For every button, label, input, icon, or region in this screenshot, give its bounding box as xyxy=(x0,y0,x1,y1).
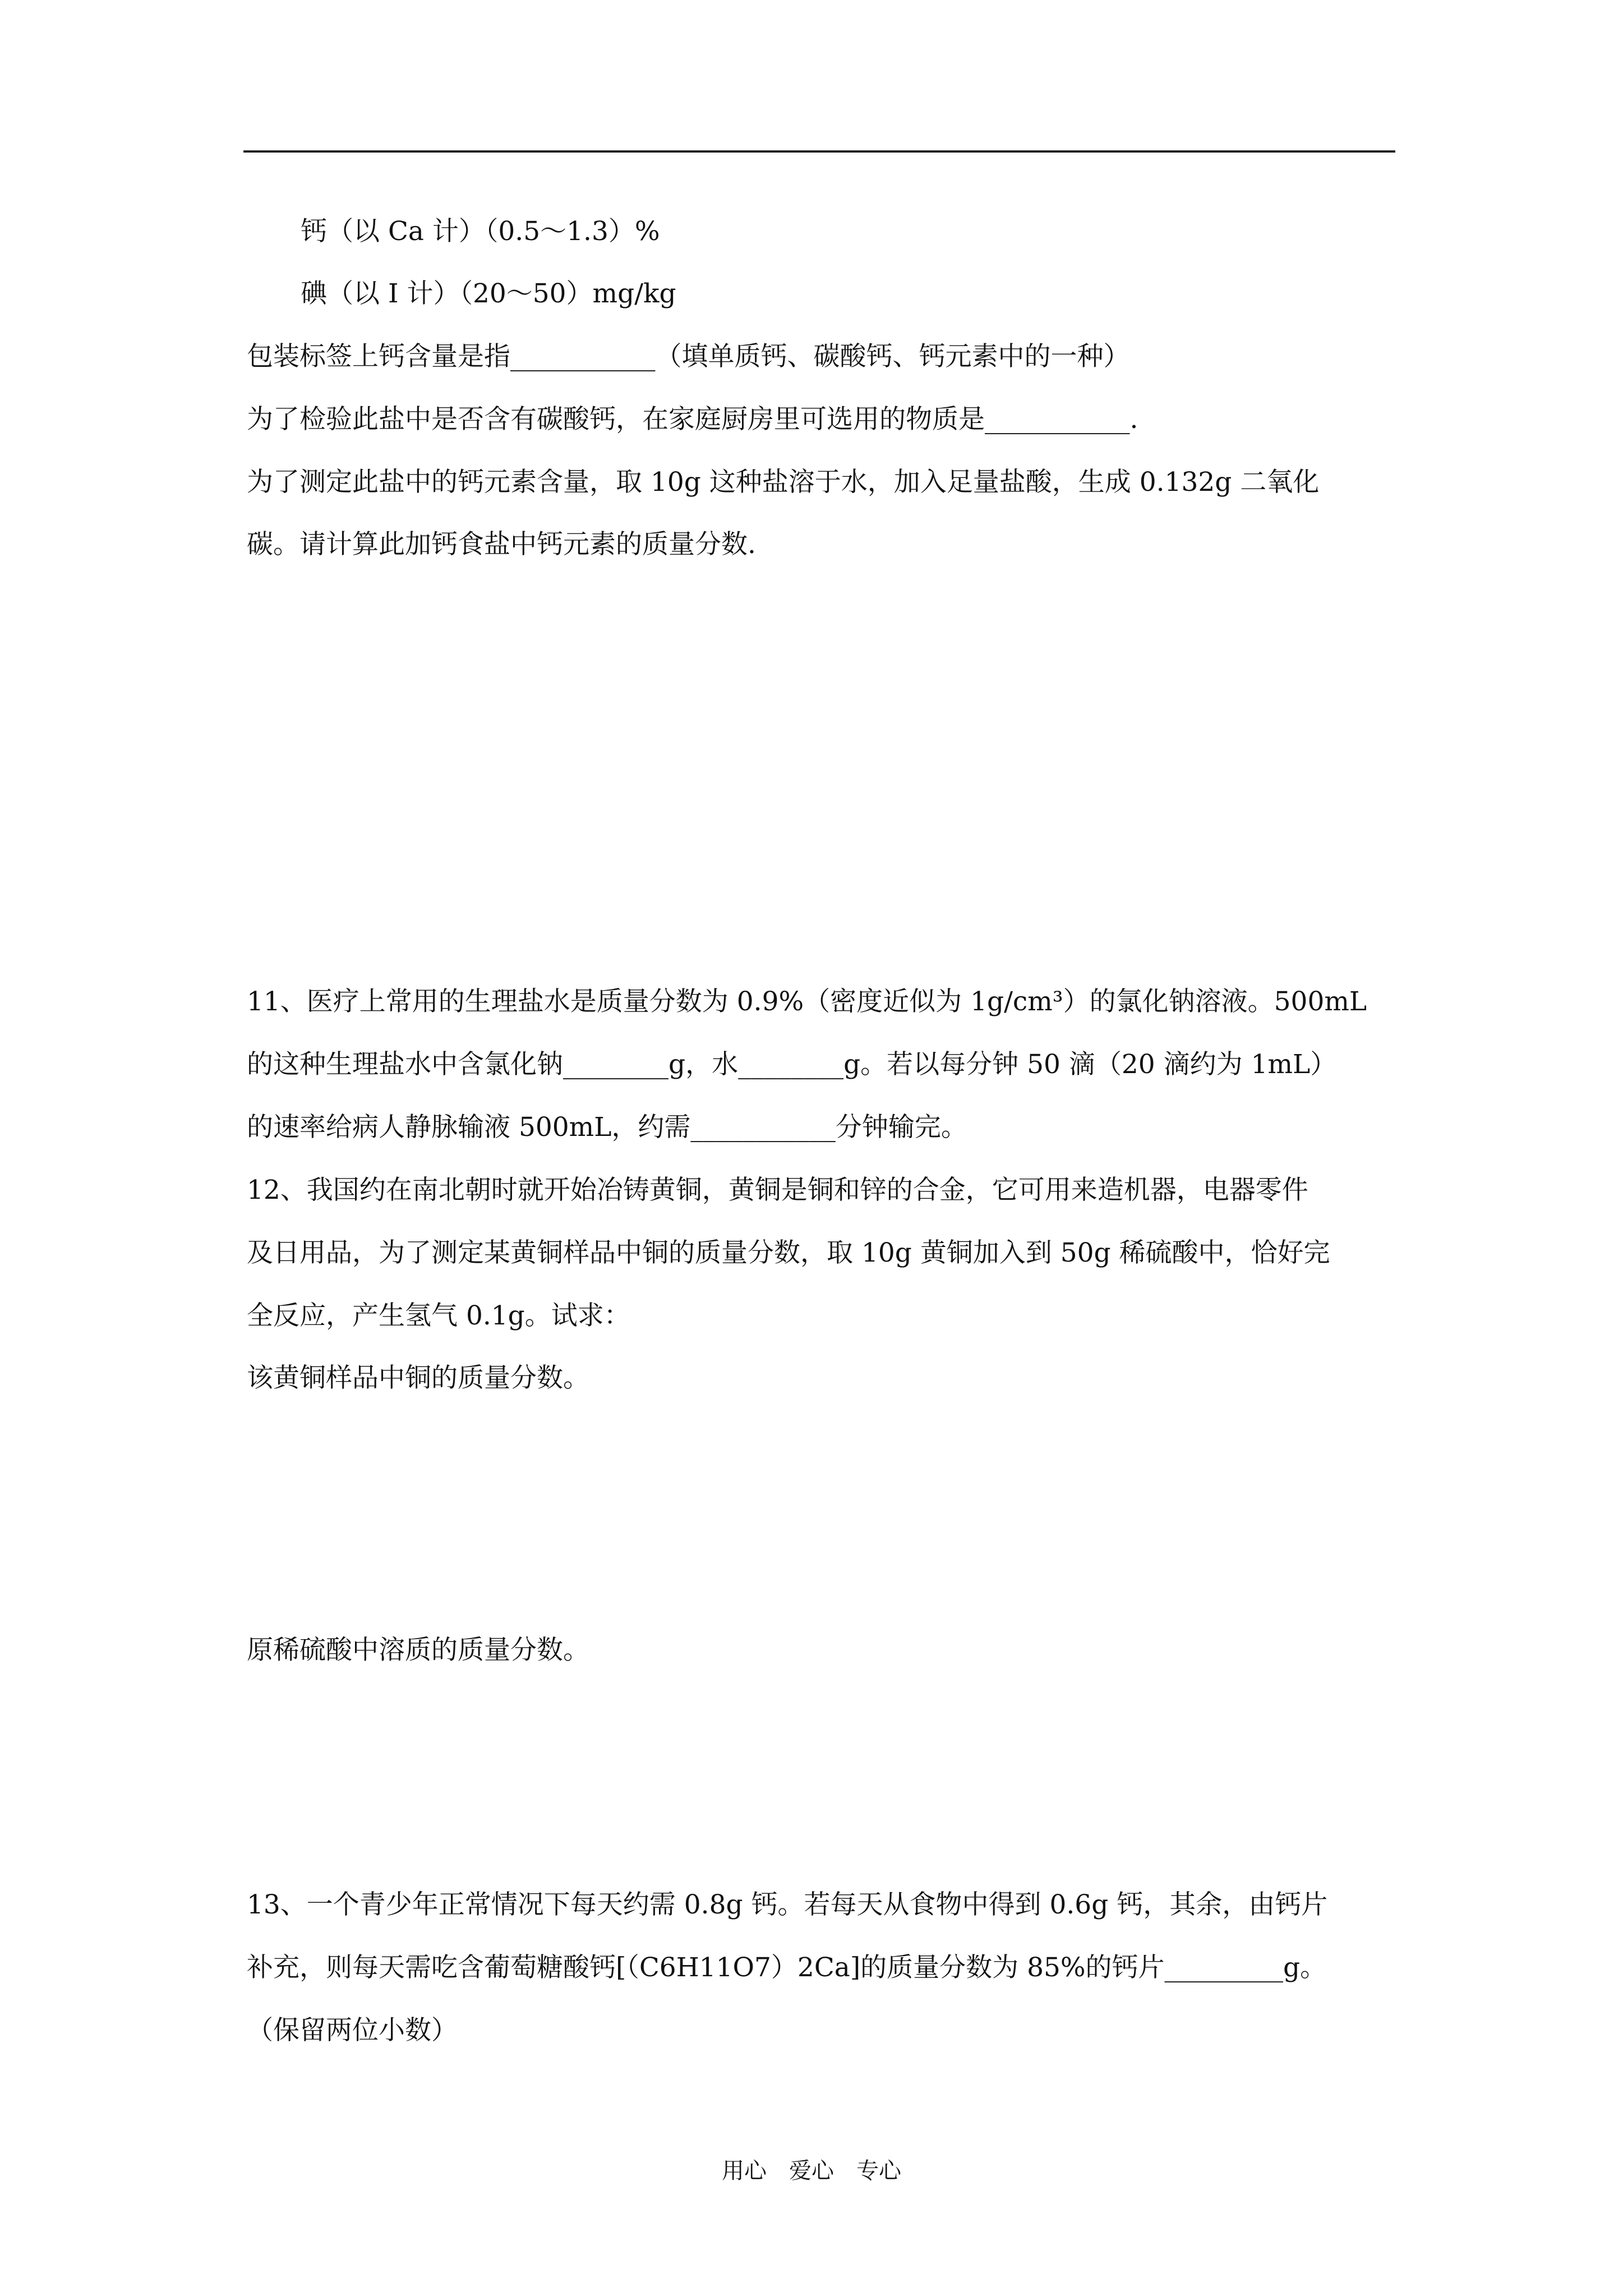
question-13-line1: 13、一个青少年正常情况下每天约需 0.8g 钙。若每天从食物中得到 0.6g 钙，其余，由钙片 xyxy=(247,1889,1328,1920)
question-10-part-b: 为了检验此盐中是否含有碳酸钙，在家庭厨房里可选用的物质是___________. xyxy=(247,404,1138,435)
question-13-line2: 补充，则每天需吃含葡萄糖酸钙[（C6H11O7）2Ca]的质量分数为 85%的钙片_________g。 xyxy=(247,1952,1327,1983)
question-11-line3: 的速率给病人静脉输液 500mL，约需___________分钟输完。 xyxy=(247,1112,967,1143)
question-10-part-a: 包装标签上钙含量是指___________（填单质钙、碳酸钙、钙元素中的一种） xyxy=(247,341,1130,372)
question-11-line2: 的这种生理盐水中含氯化钠________g，水________g。若以每分钟 50 滴（20 滴约为 1mL） xyxy=(247,1049,1337,1080)
header-rule xyxy=(243,150,1395,153)
question-10-part-c-line1: 为了测定此盐中的钙元素含量，取 10g 这种盐溶于水，加入足量盐酸，生成 0.132g 二氧化 xyxy=(247,467,1320,498)
calcium-spec-line: 钙（以 Ca 计）（0.5～1.3）% xyxy=(301,216,660,247)
question-12-line1: 12、我国约在南北朝时就开始冶铸黄铜，黄铜是铜和锌的合金，它可用来造机器，电器零件 xyxy=(247,1175,1308,1205)
question-11-line1: 11、医疗上常用的生理盐水是质量分数为 0.9%（密度近似为 1g/cm³）的氯化钠溶液。500mL xyxy=(247,986,1367,1017)
question-12-line2: 及日用品，为了测定某黄铜样品中铜的质量分数，取 10g 黄铜加入到 50g 稀硫酸中，恰好完 xyxy=(247,1237,1330,1268)
question-13-line3: （保留两位小数） xyxy=(247,2015,458,2046)
question-10-part-c-line2: 碳。请计算此加钙食盐中钙元素的质量分数. xyxy=(247,529,756,560)
question-12-line3: 全反应，产生氢气 0.1g。试求： xyxy=(247,1300,630,1331)
question-12-subquestion-1: 该黄铜样品中铜的质量分数。 xyxy=(247,1363,589,1393)
iodine-spec-line: 碘（以 I 计）（20～50）mg/kg xyxy=(301,278,676,309)
question-12-subquestion-2: 原稀硫酸中溶质的质量分数。 xyxy=(247,1635,589,1665)
page-footer: 用心 爱心 专心 xyxy=(722,2158,901,2184)
